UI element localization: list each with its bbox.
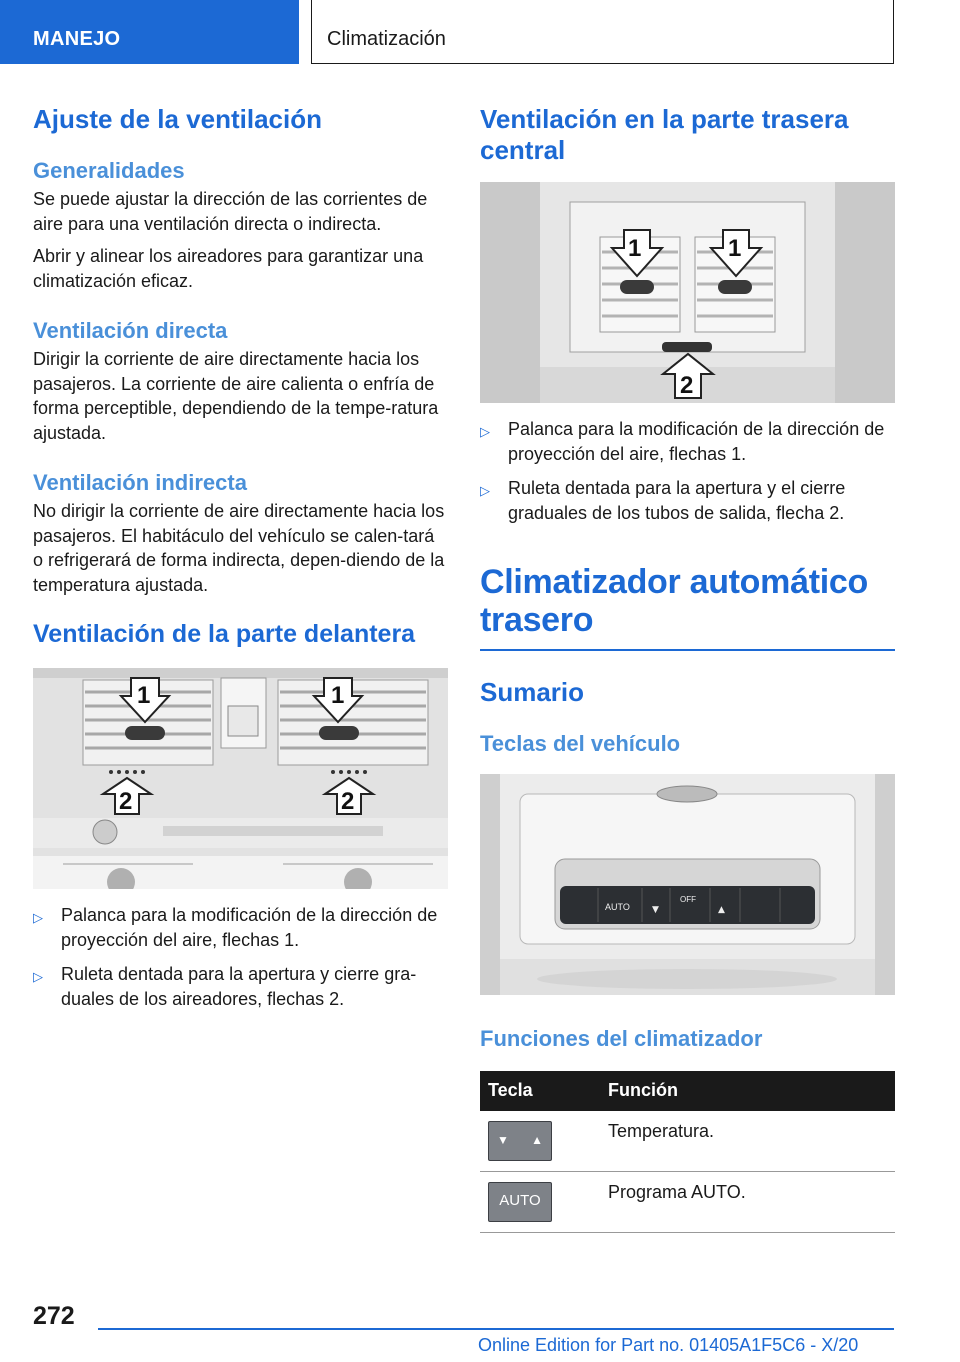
function-cell: Temperatura. [600,1111,895,1172]
arrow-label-2-right: 2 [341,788,355,815]
panel-auto-label: AUTO [605,901,630,912]
rear-climate-panel-illustration [480,774,895,995]
rear-vents-illustration [480,182,895,403]
front-vents-illustration [33,668,448,889]
heading-generalidades: Generalidades [33,158,185,183]
key-cell [480,1171,600,1232]
functions-table [480,1071,895,1233]
table-header-row [480,1071,895,1111]
list-item: ▷ Ruleta dentada para la apertura y cierre gra-duales de los aireadores, flechas 2. [33,964,417,1009]
list-item: ▷ Ruleta dentada para la apertura y el cierre graduales de los tubos de salida, flecha 2. [480,478,846,523]
heading-funciones: Funciones del climatizador [480,1025,763,1051]
heading-ventilacion-trasera: Ventilación en la parte trasera central [480,104,849,165]
bullet-triangle-icon: ▷ [480,483,490,498]
key-cell [480,1111,600,1172]
footer-edition: Online Edition for Part no. 01405A1F5C6 - X/20 [478,1335,859,1355]
list-item: ▷ Palanca para la modificación de la dirección de proyección del aire, flechas 1. [480,419,885,464]
bullet-triangle-icon: ▷ [33,969,43,984]
column-header-function: Función [600,1071,895,1111]
svg-text:▲: ▲ [718,904,725,915]
down-up-arrows-icon: ▼ ▲ [488,1121,552,1161]
left-column [33,100,448,1021]
arrow-label-2: 2 [680,372,694,399]
bullet-triangle-icon: ▷ [480,424,490,439]
arrow-label-2-left: 2 [119,788,133,815]
footer-rule [98,1328,894,1330]
chapter-tab [311,0,894,64]
list-item: ▷ Palanca para la modificación de la dirección de proyección del aire, flechas 1. [33,905,438,950]
rear-vents-list [480,417,895,525]
paragraph-directa: Dirigir la corriente de aire directamente hacia los pasajeros. La corriente de aire calienta o enfría de forma perceptible, dependiendo de la tempe-ratura ajustada. [33,349,439,443]
paragraph-generalidades-1: Se puede ajustar la dirección de las corrientes de aire para una ventilación directa o indirecta. [33,189,428,234]
panel-off-label: OFF [680,894,696,904]
bullet-triangle-icon: ▷ [33,910,43,925]
chapter-title: Climatización [327,28,446,50]
heading-teclas-vehiculo: Teclas del vehículo [480,730,681,756]
table-row [480,1171,895,1232]
auto-key-icon: AUTO [488,1182,552,1222]
right-column [480,100,895,1233]
column-header-key: Tecla [480,1071,600,1111]
rear-panel-figure [480,774,895,995]
heading-ventilacion-indirecta: Ventilación indirecta [33,470,247,495]
page-number: 272 [33,1302,75,1330]
arrow-label-1-left: 1 [137,682,151,709]
section-title: MANEJO [33,28,121,50]
arrow-label-1-right: 1 [728,235,742,262]
heading-ventilacion-delantera: Ventilación de la parte delantera [33,620,416,648]
paragraph-generalidades-2: Abrir y alinear los aireadores para garantizar una climatización eficaz. [33,246,424,291]
heading-ventilacion-directa: Ventilación directa [33,318,228,343]
front-vents-figure [33,668,448,889]
front-vents-list [33,903,448,1011]
table-row [480,1111,895,1172]
svg-text:▼: ▼ [652,904,659,915]
paragraph-indirecta: No dirigir la corriente de aire directamente hacia los pasajeros. El habitáculo del vehículo se calen-tará o refrigerará de forma indirecta, depen-diendo de la temperatura ajustada. [33,501,445,595]
arrow-label-1-left: 1 [628,235,642,262]
heading-ajuste: Ajuste de la ventilación [33,104,322,134]
rear-vents-figure [480,182,895,403]
function-cell: Programa AUTO. [600,1171,895,1232]
heading-climatizador: Climatizador automático trasero [480,563,868,639]
heading-rule [480,649,895,651]
heading-sumario: Sumario [480,676,585,707]
section-tab [0,0,299,64]
arrow-label-1-right: 1 [331,682,345,709]
